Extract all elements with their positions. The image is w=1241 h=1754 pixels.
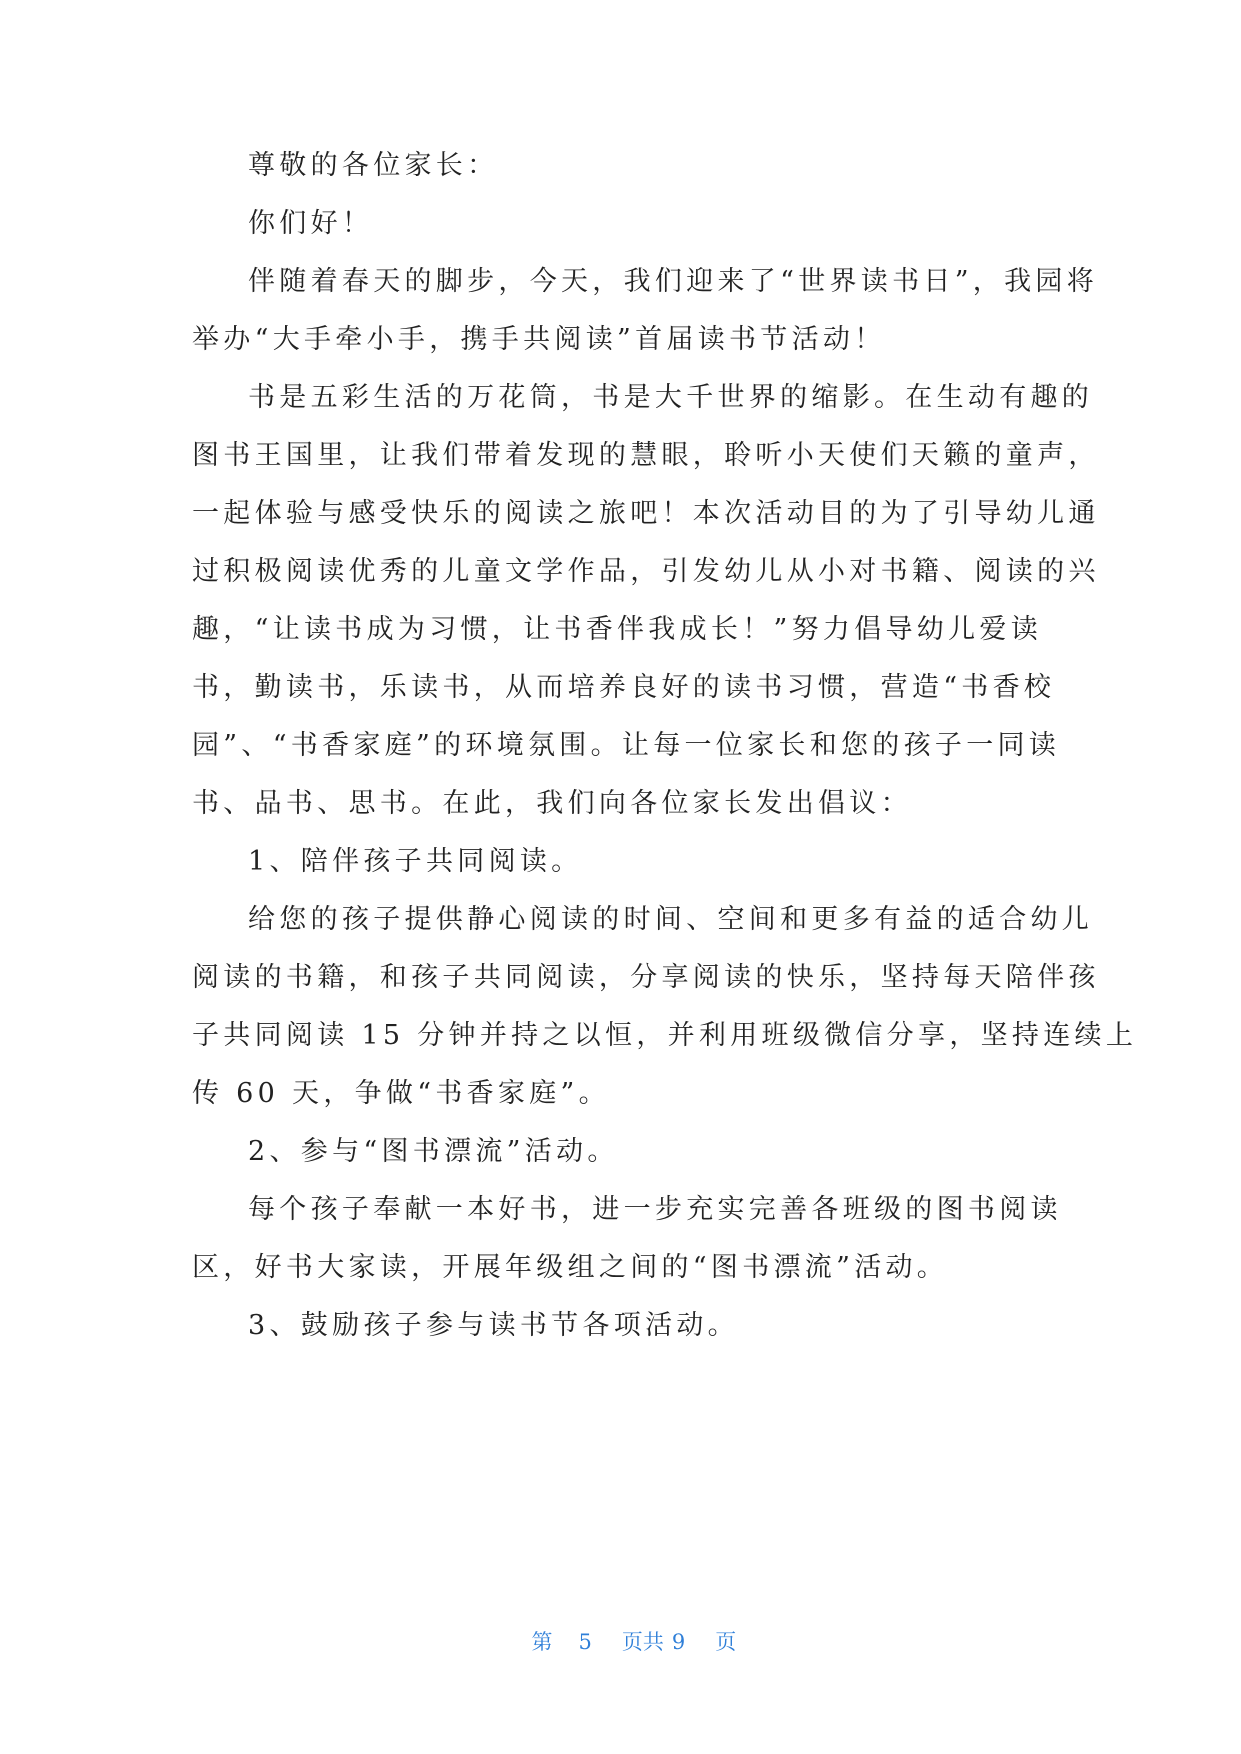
paragraph-line: 子共同阅读 15 分钟并持之以恒，并利用班级微信分享，坚持连续上: [192, 1020, 1138, 1051]
page-label-prefix: 第: [531, 1630, 553, 1654]
paragraph-line: 一起体验与感受快乐的阅读之旅吧！本次活动目的为了引导幼儿通: [192, 498, 1100, 529]
paragraph-line: 趣，“让读书成为习惯，让书香伴我成长！”努力倡导幼儿爱读: [192, 614, 1043, 645]
list-item-heading: 1、陪伴孩子共同阅读。: [248, 846, 583, 877]
paragraph-line: 书是五彩生活的万花筒，书是大千世界的缩影。在生动有趣的: [248, 382, 1094, 413]
paragraph-line: 书，勤读书，乐读书，从而培养良好的读书习惯，营造“书香校: [192, 672, 1056, 703]
page-footer: [0, 1602, 1241, 1680]
page-label-suffix: 页: [715, 1630, 737, 1654]
paragraph-line: 给您的孩子提供静心阅读的时间、空间和更多有益的适合幼儿: [248, 904, 1094, 935]
paragraph-line: 举办“大手牵小手，携手共阅读”首届读书节活动！: [192, 324, 886, 355]
paragraph-line: 书、品书、思书。在此，我们向各位家长发出倡议：: [192, 788, 912, 819]
current-page-number: 5: [578, 1630, 592, 1654]
paragraph-line: 过积极阅读优秀的儿童文学作品，引发幼儿从小对书籍、阅读的兴: [192, 556, 1100, 587]
paragraph-line: 每个孩子奉献一本好书，进一步充实完善各班级的图书阅读: [248, 1194, 1062, 1225]
paragraph-line: 伴随着春天的脚步，今天，我们迎来了“世界读书日”，我园将: [248, 266, 1099, 297]
paragraph-line: 传 60 天，争做“书香家庭”。: [192, 1078, 610, 1109]
paragraph-line: 园”、“书香家庭”的环境氛围。让每一位家长和您的孩子一同读: [192, 730, 1061, 761]
salutation: 尊敬的各位家长：: [248, 150, 499, 181]
greeting: 你们好！: [248, 208, 374, 239]
total-pages-number: 9: [671, 1630, 686, 1654]
paragraph-line: 图书王国里，让我们带着发现的慧眼，聆听小天使们天籁的童声，: [192, 440, 1100, 471]
page-label-mid: 页共: [621, 1630, 664, 1654]
paragraph-line: 区，好书大家读，开展年级组之间的“图书漂流”活动。: [192, 1252, 949, 1283]
paragraph-line: 阅读的书籍，和孩子共同阅读，分享阅读的快乐，坚持每天陪伴孩: [192, 962, 1100, 993]
list-item-heading: 2、参与“图书漂流”活动。: [248, 1136, 619, 1167]
list-item-heading: 3、鼓励孩子参与读书节各项活动。: [248, 1310, 739, 1341]
